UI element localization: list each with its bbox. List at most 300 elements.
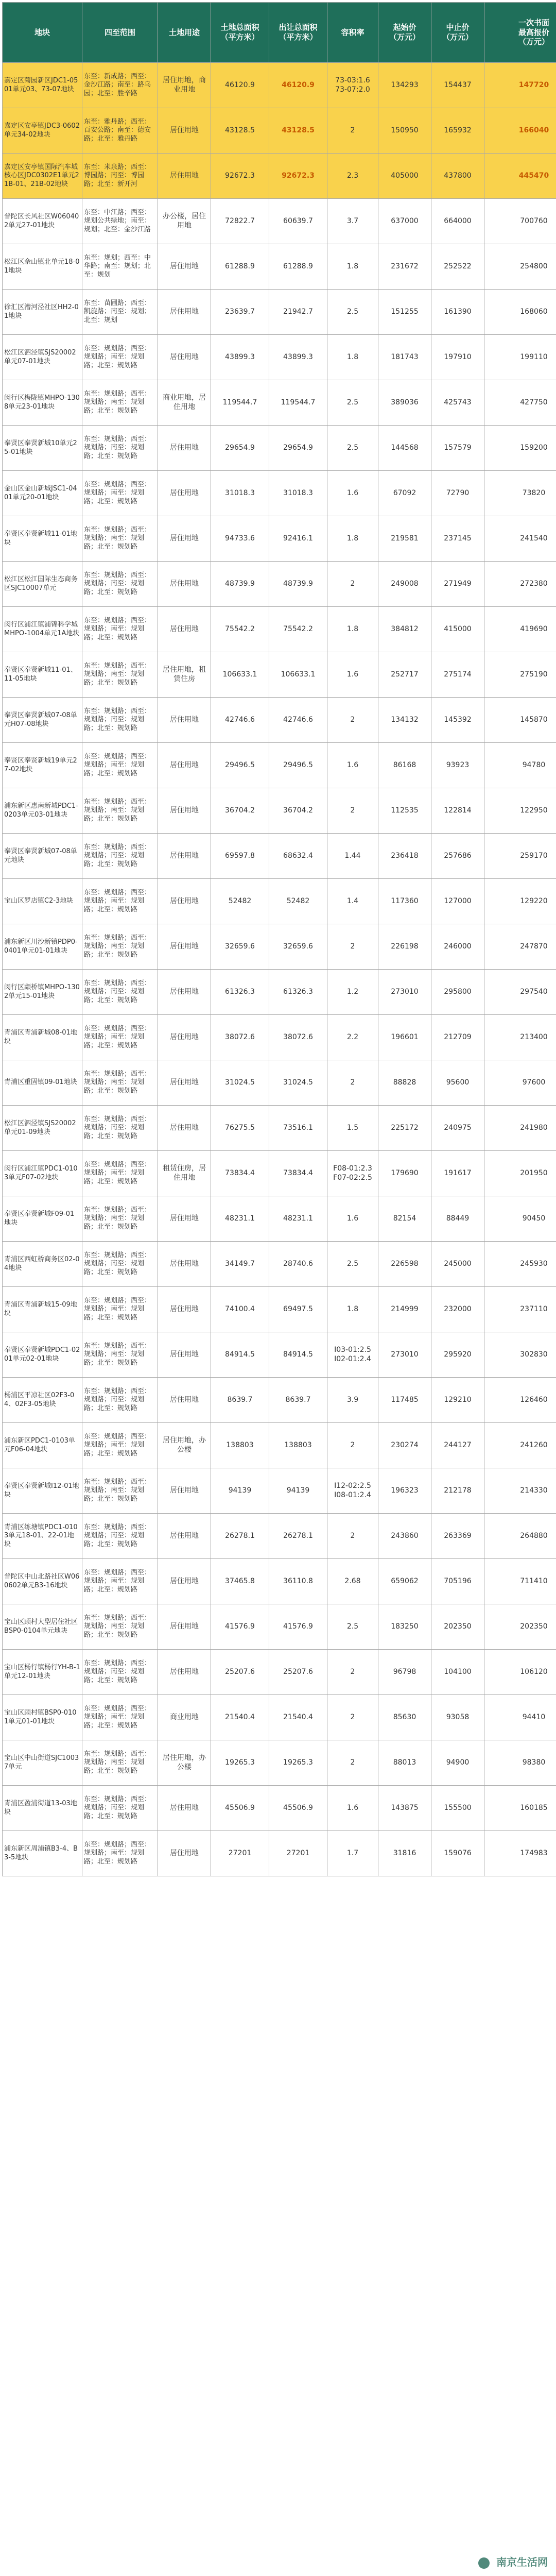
watermark-text: 南京生活网 — [496, 2556, 548, 2568]
cell-start-price: 249008 — [378, 562, 431, 607]
cell-total-area: 106633.1 — [211, 652, 269, 698]
cell-total-area: 73834.4 — [211, 1151, 269, 1196]
cell-far: 2 — [327, 1695, 378, 1740]
cell-stop-price: 295800 — [431, 970, 484, 1015]
cell-range: 东至：规划路；西至：规划路；南至：规划路；北至：规划路 — [82, 1740, 158, 1786]
cell-start-price: 389036 — [378, 380, 431, 426]
cell-start-price: 134132 — [378, 698, 431, 743]
cell-stop-price: 232000 — [431, 1287, 484, 1332]
cell-far: 2.68 — [327, 1559, 378, 1604]
cell-sell-area: 138803 — [269, 1423, 327, 1468]
cell-total-area: 27201 — [211, 1831, 269, 1876]
cell-far: 1.7 — [327, 1831, 378, 1876]
cell-start-price: 384812 — [378, 607, 431, 652]
cell-range: 东至：规划路；西至：规划路；南至：规划路；北至：规划路 — [82, 924, 158, 970]
cell-range: 东至：规划路；西至：规划路；南至：规划路；北至：规划路 — [82, 1106, 158, 1151]
cell-bid-price: 122950 — [484, 788, 556, 834]
cell-use: 居住用地 — [158, 1650, 211, 1695]
cell-stop-price: 202350 — [431, 1604, 484, 1650]
cell-sell-area: 61326.3 — [269, 970, 327, 1015]
cell-sell-area: 60639.7 — [269, 199, 327, 244]
cell-sell-area: 48231.1 — [269, 1196, 327, 1242]
cell-plot: 奉贤区奉贤新城11-01、11-05地块 — [3, 652, 82, 698]
cell-far: 2 — [327, 1740, 378, 1786]
cell-stop-price: 415000 — [431, 607, 484, 652]
cell-sell-area: 92416.1 — [269, 516, 327, 562]
cell-start-price: 219581 — [378, 516, 431, 562]
cell-far: 2 — [327, 698, 378, 743]
cell-bid-price: 259170 — [484, 834, 556, 879]
cell-bid-price: 264880 — [484, 1514, 556, 1559]
cell-range: 东至：规划路；西至：规划路；南至：规划路；北至：规划路 — [82, 1786, 158, 1831]
cell-use: 商业用地 — [158, 1695, 211, 1740]
cell-total-area: 138803 — [211, 1423, 269, 1468]
cell-plot: 徐汇区漕河泾社区HH2-01地块 — [3, 290, 82, 335]
table-row — [3, 1786, 556, 1831]
table-row — [3, 516, 556, 562]
header-bid-price: 一次书面 最高报价 （万元） — [484, 3, 556, 63]
cell-bid-price: 254800 — [484, 244, 556, 290]
cell-start-price: 405000 — [378, 154, 431, 199]
cell-use: 居住用地 — [158, 1332, 211, 1378]
cell-sell-area: 52482 — [269, 879, 327, 924]
table-row — [3, 924, 556, 970]
cell-total-area: 84914.5 — [211, 1332, 269, 1378]
cell-bid-price: 199110 — [484, 335, 556, 380]
cell-far: 1.6 — [327, 743, 378, 788]
cell-start-price: 231672 — [378, 244, 431, 290]
cell-start-price: 243860 — [378, 1514, 431, 1559]
watermark — [478, 2554, 548, 2569]
cell-total-area: 31024.5 — [211, 1060, 269, 1106]
cell-stop-price: 295920 — [431, 1332, 484, 1378]
cell-range: 东至：规划路；西至：规划路；南至：规划路；北至：规划路 — [82, 1468, 158, 1514]
cell-far: 2 — [327, 1423, 378, 1468]
cell-bid-price: 160185 — [484, 1786, 556, 1831]
cell-plot: 青浦区盈浦街道13-03地块 — [3, 1786, 82, 1831]
cell-stop-price: 122814 — [431, 788, 484, 834]
cell-stop-price: 257686 — [431, 834, 484, 879]
cell-start-price: 659062 — [378, 1559, 431, 1604]
cell-sell-area: 29654.9 — [269, 426, 327, 471]
table-row — [3, 1332, 556, 1378]
cell-bid-price: 302830 — [484, 1332, 556, 1378]
header-sell-area: 出让总面积 （平方米） — [269, 3, 327, 63]
cell-bid-price: 94410 — [484, 1695, 556, 1740]
cell-bid-price: 419690 — [484, 607, 556, 652]
table-row — [3, 1423, 556, 1468]
cell-use: 办公楼，居住用地 — [158, 199, 211, 244]
cell-plot: 青浦区练塘镇PDC1-0103单元18-01、22-01地块 — [3, 1514, 82, 1559]
table-row — [3, 290, 556, 335]
cell-plot: 宝山区中山街道SJC10037单元 — [3, 1740, 82, 1786]
table-row — [3, 1015, 556, 1060]
wechat-icon — [478, 2557, 490, 2569]
cell-plot: 奉贤区奉贤新城10单元25-01地块 — [3, 426, 82, 471]
cell-range: 东至：规划路；西至：规划路；南至：规划路；北至：规划路 — [82, 1831, 158, 1876]
cell-range: 东至：规划路；西至：规划路；南至：规划路；北至：规划路 — [82, 380, 158, 426]
cell-use: 居住用地 — [158, 1514, 211, 1559]
cell-use: 居住用地 — [158, 516, 211, 562]
cell-sell-area: 25207.6 — [269, 1650, 327, 1695]
cell-stop-price: 161390 — [431, 290, 484, 335]
cell-bid-price: 700760 — [484, 199, 556, 244]
cell-start-price: 214999 — [378, 1287, 431, 1332]
cell-bid-price: 275190 — [484, 652, 556, 698]
cell-total-area: 41576.9 — [211, 1604, 269, 1650]
cell-far: 2.5 — [327, 290, 378, 335]
cell-far: 3.9 — [327, 1378, 378, 1423]
cell-range: 东至：规划路；西至：规划路；南至：规划路；北至：规划路 — [82, 788, 158, 834]
cell-use: 居住用地 — [158, 834, 211, 879]
land-table — [2, 2, 556, 1876]
cell-stop-price: 246000 — [431, 924, 484, 970]
cell-range: 东至：规划路；西至：规划路；南至：规划路；北至：规划路 — [82, 652, 158, 698]
cell-plot: 宝山区罗店镇C2-3地块 — [3, 879, 82, 924]
cell-far: 1.6 — [327, 471, 378, 516]
cell-far: 1.6 — [327, 1196, 378, 1242]
cell-plot: 宝山区顾村镇BSP0-0101单元01-01地块 — [3, 1695, 82, 1740]
cell-plot: 浦东新区惠南新城PDC1-0203单元03-01地块 — [3, 788, 82, 834]
cell-plot: 浦东新区PDC1-0103单元F06-04地块 — [3, 1423, 82, 1468]
cell-range: 东至：规划路；西至：规划路；南至：规划路；北至：规划路 — [82, 879, 158, 924]
cell-plot: 青浦区重固镇09-01地块 — [3, 1060, 82, 1106]
cell-sell-area: 32659.6 — [269, 924, 327, 970]
table-header-row — [3, 3, 556, 63]
cell-total-area: 34149.7 — [211, 1242, 269, 1287]
cell-stop-price: 93923 — [431, 743, 484, 788]
cell-start-price: 226198 — [378, 924, 431, 970]
cell-plot: 嘉定区安亭镇国际汽车城核心区JDC0302E1单元21B-01、21B-02地块 — [3, 154, 82, 199]
cell-use: 居住用地，租赁住房 — [158, 652, 211, 698]
cell-sell-area: 27201 — [269, 1831, 327, 1876]
table-row — [3, 970, 556, 1015]
cell-stop-price: 129210 — [431, 1378, 484, 1423]
cell-range: 东至：规划路；西至：规划路；南至：规划路；北至：规划路 — [82, 1423, 158, 1468]
cell-total-area: 75542.2 — [211, 607, 269, 652]
cell-far: 1.6 — [327, 652, 378, 698]
cell-start-price: 236418 — [378, 834, 431, 879]
cell-range: 东至：规划路；西至：规划路；南至：规划路；北至：规划路 — [82, 607, 158, 652]
cell-bid-price: 297540 — [484, 970, 556, 1015]
cell-sell-area: 19265.3 — [269, 1740, 327, 1786]
cell-range: 东至：中江路；西至：规划公共绿地；南至：规划；北至：金沙江路 — [82, 199, 158, 244]
cell-sell-area: 75542.2 — [269, 607, 327, 652]
table-row — [3, 1106, 556, 1151]
table-row — [3, 154, 556, 199]
table-row — [3, 562, 556, 607]
cell-far: 2 — [327, 1060, 378, 1106]
cell-plot: 奉贤区奉贤新城07-08单元H07-08地块 — [3, 698, 82, 743]
cell-far: 1.6 — [327, 1786, 378, 1831]
cell-stop-price: 212709 — [431, 1015, 484, 1060]
table-row — [3, 1650, 556, 1695]
cell-total-area: 72822.7 — [211, 199, 269, 244]
cell-sell-area: 94139 — [269, 1468, 327, 1514]
cell-far: 2.5 — [327, 1604, 378, 1650]
cell-use: 居住用地 — [158, 1287, 211, 1332]
table-row — [3, 1831, 556, 1876]
cell-far: 1.8 — [327, 1287, 378, 1332]
cell-sell-area: 42746.6 — [269, 698, 327, 743]
cell-bid-price: 272380 — [484, 562, 556, 607]
cell-stop-price: 263369 — [431, 1514, 484, 1559]
cell-far: 1.8 — [327, 335, 378, 380]
cell-stop-price: 165932 — [431, 108, 484, 154]
cell-stop-price: 157579 — [431, 426, 484, 471]
cell-total-area: 23639.7 — [211, 290, 269, 335]
cell-bid-price: 237110 — [484, 1287, 556, 1332]
cell-total-area: 43899.3 — [211, 335, 269, 380]
cell-use: 居住用地 — [158, 924, 211, 970]
table-row — [3, 426, 556, 471]
table-row — [3, 1559, 556, 1604]
cell-far: F08-01:2.3 F07-02:2.5 — [327, 1151, 378, 1196]
cell-start-price: 88013 — [378, 1740, 431, 1786]
cell-start-price: 88828 — [378, 1060, 431, 1106]
cell-start-price: 225172 — [378, 1106, 431, 1151]
cell-start-price: 230274 — [378, 1423, 431, 1468]
cell-plot: 青浦区西虹桥商务区02-04地块 — [3, 1242, 82, 1287]
cell-stop-price: 437800 — [431, 154, 484, 199]
cell-bid-price: 168060 — [484, 290, 556, 335]
cell-bid-price: 147720 — [484, 63, 556, 108]
cell-sell-area: 36110.8 — [269, 1559, 327, 1604]
cell-plot: 奉贤区奉贤新城PDC1-0201单元02-01地块 — [3, 1332, 82, 1378]
cell-plot: 松江区松江国际生态商务区SJC10007单元 — [3, 562, 82, 607]
cell-use: 居住用地 — [158, 698, 211, 743]
cell-far: 1.2 — [327, 970, 378, 1015]
cell-stop-price: 271949 — [431, 562, 484, 607]
cell-start-price: 196601 — [378, 1015, 431, 1060]
cell-use: 居住用地 — [158, 788, 211, 834]
header-start-price: 起始价 （万元） — [378, 3, 431, 63]
cell-plot: 宝山区杨行镇杨行YH-B-1单元12-01地块 — [3, 1650, 82, 1695]
cell-bid-price: 126460 — [484, 1378, 556, 1423]
cell-plot: 松江区泗泾镇SJS20002单元07-01地块 — [3, 335, 82, 380]
cell-sell-area: 41576.9 — [269, 1604, 327, 1650]
cell-plot: 宝山区顾村大型居住社区BSP0-0104单元地块 — [3, 1604, 82, 1650]
cell-total-area: 48231.1 — [211, 1196, 269, 1242]
cell-far: 2.2 — [327, 1015, 378, 1060]
cell-sell-area: 106633.1 — [269, 652, 327, 698]
cell-range: 东至：规划路；西至：规划路；南至：规划路；北至：规划路 — [82, 1242, 158, 1287]
cell-range: 东至：规划路；西至：规划路；南至：规划路；北至：规划路 — [82, 970, 158, 1015]
table-row — [3, 1151, 556, 1196]
cell-use: 居住用地 — [158, 1786, 211, 1831]
cell-far: 2 — [327, 108, 378, 154]
cell-range: 东至：苗圃路；西至：凯旋路；南至：规划；北至：规划 — [82, 290, 158, 335]
cell-range: 东至：规划路；西至：规划路；南至：规划路；北至：规划路 — [82, 335, 158, 380]
cell-stop-price: 252522 — [431, 244, 484, 290]
cell-bid-price: 214330 — [484, 1468, 556, 1514]
cell-plot: 闵行区浦江镇PDC1-0103单元F07-02地块 — [3, 1151, 82, 1196]
cell-range: 东至：规划路；西至：规划路；南至：规划路；北至：规划路 — [82, 1332, 158, 1378]
cell-range: 东至：规划路；西至：规划路；南至：规划路；北至：规划路 — [82, 1650, 158, 1695]
cell-stop-price: 93058 — [431, 1695, 484, 1740]
cell-start-price: 112535 — [378, 788, 431, 834]
cell-far: 1.8 — [327, 607, 378, 652]
cell-range: 东至：规划路；西至：规划路；南至：规划路；北至：规划路 — [82, 1060, 158, 1106]
header-range: 四至范围 — [82, 3, 158, 63]
cell-bid-price: 159200 — [484, 426, 556, 471]
cell-total-area: 69597.8 — [211, 834, 269, 879]
cell-range: 东至：规划路；西至：规划路；南至：规划路；北至：规划路 — [82, 743, 158, 788]
cell-stop-price: 127000 — [431, 879, 484, 924]
cell-total-area: 119544.7 — [211, 380, 269, 426]
cell-plot: 奉贤区奉贤新城07-08单元地块 — [3, 834, 82, 879]
cell-total-area: 52482 — [211, 879, 269, 924]
cell-bid-price: 202350 — [484, 1604, 556, 1650]
cell-bid-price: 245930 — [484, 1242, 556, 1287]
cell-range: 东至：规划路；西至：规划路；南至：规划路；北至：规划路 — [82, 1151, 158, 1196]
cell-start-price: 67092 — [378, 471, 431, 516]
cell-far: 73-03:1.6 73-07:2.0 — [327, 63, 378, 108]
cell-range: 东至：规划路；西至：规划路；南至：规划路；北至：规划路 — [82, 562, 158, 607]
cell-stop-price: 155500 — [431, 1786, 484, 1831]
cell-range: 东至：规划路；西至：规划路；南至：规划路；北至：规划路 — [82, 1604, 158, 1650]
cell-plot: 浦东新区川沙新镇PDP0-0401单元01-01地块 — [3, 924, 82, 970]
cell-bid-price: 73820 — [484, 471, 556, 516]
cell-use: 居住用地 — [158, 1831, 211, 1876]
cell-sell-area: 31018.3 — [269, 471, 327, 516]
table-row — [3, 1060, 556, 1106]
cell-stop-price: 94900 — [431, 1740, 484, 1786]
cell-use: 居住用地 — [158, 1242, 211, 1287]
cell-bid-price: 97600 — [484, 1060, 556, 1106]
cell-start-price: 85630 — [378, 1695, 431, 1740]
cell-far: 2.5 — [327, 380, 378, 426]
cell-stop-price: 191617 — [431, 1151, 484, 1196]
cell-sell-area: 38072.6 — [269, 1015, 327, 1060]
table-row — [3, 335, 556, 380]
cell-stop-price: 88449 — [431, 1196, 484, 1242]
cell-start-price: 181743 — [378, 335, 431, 380]
table-row — [3, 1604, 556, 1650]
cell-start-price: 179690 — [378, 1151, 431, 1196]
cell-start-price: 252717 — [378, 652, 431, 698]
cell-start-price: 143875 — [378, 1786, 431, 1831]
cell-far: 2.5 — [327, 1242, 378, 1287]
cell-bid-price: 241980 — [484, 1106, 556, 1151]
cell-stop-price: 240975 — [431, 1106, 484, 1151]
cell-sell-area: 68632.4 — [269, 834, 327, 879]
cell-far: 1.44 — [327, 834, 378, 879]
cell-bid-price: 98380 — [484, 1740, 556, 1786]
cell-far: 2 — [327, 1514, 378, 1559]
table-row — [3, 1378, 556, 1423]
cell-plot: 闵行区颛桥镇MHPO-1302单元15-01地块 — [3, 970, 82, 1015]
cell-total-area: 8639.7 — [211, 1378, 269, 1423]
table-row — [3, 607, 556, 652]
cell-plot: 闵行区梅陇镇MHPO-1308单元23-01地块 — [3, 380, 82, 426]
cell-start-price: 96798 — [378, 1650, 431, 1695]
cell-sell-area: 92672.3 — [269, 154, 327, 199]
cell-total-area: 21540.4 — [211, 1695, 269, 1740]
cell-bid-price: 166040 — [484, 108, 556, 154]
cell-far: 3.7 — [327, 199, 378, 244]
cell-total-area: 46120.9 — [211, 63, 269, 108]
cell-total-area: 61326.3 — [211, 970, 269, 1015]
land-auction-table — [2, 2, 551, 1876]
cell-total-area: 32659.6 — [211, 924, 269, 970]
cell-range: 东至：规划路；西至：规划路；南至：规划路；北至：规划路 — [82, 426, 158, 471]
cell-far: 2.5 — [327, 426, 378, 471]
cell-start-price: 117360 — [378, 879, 431, 924]
cell-far: 2 — [327, 1650, 378, 1695]
cell-far: 1.8 — [327, 516, 378, 562]
cell-range: 东至：规划路；西至：规划路；南至：规划路；北至：规划路 — [82, 1514, 158, 1559]
cell-sell-area: 43128.5 — [269, 108, 327, 154]
cell-bid-price: 247870 — [484, 924, 556, 970]
cell-stop-price: 664000 — [431, 199, 484, 244]
cell-far: I12-02:2.5 I08-01:2.4 — [327, 1468, 378, 1514]
cell-use: 居住用地 — [158, 426, 211, 471]
table-row — [3, 1242, 556, 1287]
cell-use: 居住用地 — [158, 1378, 211, 1423]
table-row — [3, 1196, 556, 1242]
cell-sell-area: 48739.9 — [269, 562, 327, 607]
cell-use: 居住用地 — [158, 1196, 211, 1242]
cell-far: 1.4 — [327, 879, 378, 924]
cell-range: 东至：规划路；西至：规划路；南至：规划路；北至：规划路 — [82, 1196, 158, 1242]
cell-start-price: 150950 — [378, 108, 431, 154]
cell-bid-price: 241260 — [484, 1423, 556, 1468]
cell-far: 2 — [327, 788, 378, 834]
cell-use: 居住用地 — [158, 879, 211, 924]
cell-start-price: 196323 — [378, 1468, 431, 1514]
cell-stop-price: 197910 — [431, 335, 484, 380]
table-row — [3, 108, 556, 154]
cell-sell-area: 21942.7 — [269, 290, 327, 335]
table-row — [3, 244, 556, 290]
header-total-area: 土地总面积 （平方米） — [211, 3, 269, 63]
cell-plot: 奉贤区奉贤新城F09-01地块 — [3, 1196, 82, 1242]
cell-stop-price: 154437 — [431, 63, 484, 108]
cell-stop-price: 159076 — [431, 1831, 484, 1876]
cell-start-price: 134293 — [378, 63, 431, 108]
cell-use: 居住用地 — [158, 290, 211, 335]
cell-range: 东至：规划路；西至：规划路；南至：规划路；北至：规划路 — [82, 1015, 158, 1060]
cell-start-price: 273010 — [378, 1332, 431, 1378]
table-row — [3, 743, 556, 788]
cell-far: I03-01:2.5 I02-01:2.4 — [327, 1332, 378, 1378]
table-row — [3, 63, 556, 108]
cell-range: 东至：规划；西至：中华路；南至：规划；北至：规划 — [82, 244, 158, 290]
cell-range: 东至：规划路；西至：规划路；南至：规划路；北至：规划路 — [82, 834, 158, 879]
cell-start-price: 637000 — [378, 199, 431, 244]
cell-plot: 奉贤区奉贤新城19单元27-02地块 — [3, 743, 82, 788]
cell-range: 东至：规划路；西至：规划路；南至：规划路；北至：规划路 — [82, 471, 158, 516]
cell-range: 东至：规划路；西至：规划路；南至：规划路；北至：规划路 — [82, 1695, 158, 1740]
cell-use: 居住用地 — [158, 607, 211, 652]
cell-sell-area: 36704.2 — [269, 788, 327, 834]
cell-sell-area: 43899.3 — [269, 335, 327, 380]
cell-total-area: 36704.2 — [211, 788, 269, 834]
cell-use: 租赁住房，居住用地 — [158, 1151, 211, 1196]
table-row — [3, 652, 556, 698]
cell-sell-area: 46120.9 — [269, 63, 327, 108]
table-row — [3, 1287, 556, 1332]
cell-start-price: 151255 — [378, 290, 431, 335]
cell-stop-price: 104100 — [431, 1650, 484, 1695]
cell-total-area: 29654.9 — [211, 426, 269, 471]
cell-use: 居住用地 — [158, 1015, 211, 1060]
cell-stop-price: 212178 — [431, 1468, 484, 1514]
cell-range: 东至：规划路；西至：规划路；南至：规划路；北至：规划路 — [82, 698, 158, 743]
cell-use: 居住用地 — [158, 1559, 211, 1604]
cell-start-price: 86168 — [378, 743, 431, 788]
